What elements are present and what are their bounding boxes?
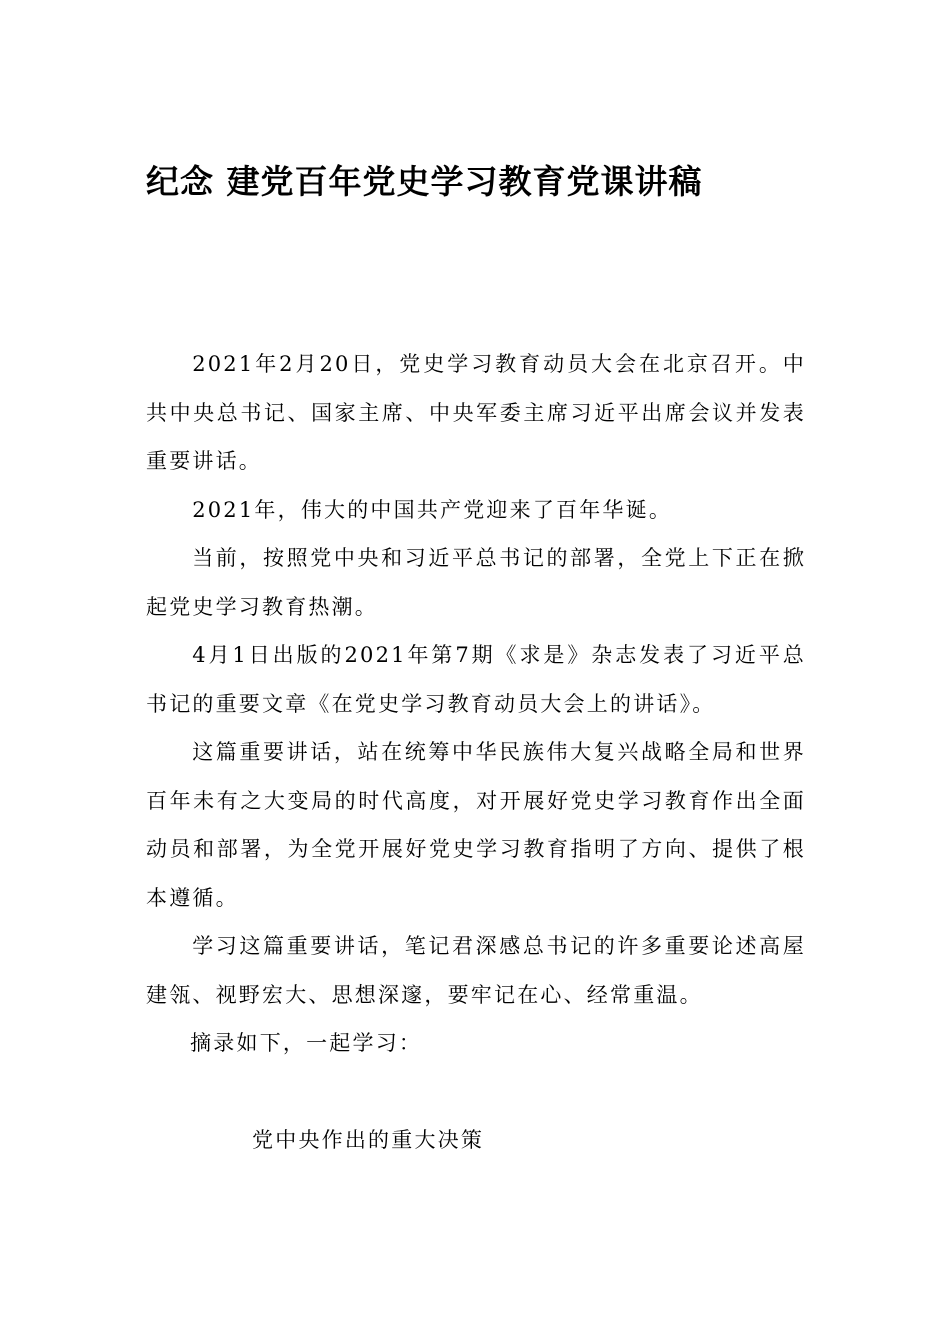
paragraph-speech: 这篇重要讲话，站在统筹中华民族伟大复兴战略全局和世界百年未有之大变局的时代高度，对开展好党史学习教育作出全面动员和部署，为全党开展好党史学习教育指明了方向、提供了根本遵循。 xyxy=(146,740,806,910)
document-body xyxy=(146,340,806,1164)
paragraph-meeting: 2021年2月20日，党史学习教育动员大会在北京召开。中共中央总书记、国家主席、中央军委主席习近平出席会议并发表重要讲话。 xyxy=(146,352,806,473)
paragraph-study: 学习这篇重要讲话，笔记君深感总书记的许多重要论述高屋建瓴、视野宏大、思想深邃，要牢记在心、经常重温。 xyxy=(146,934,806,1007)
paragraph-qiushi: 4月1日出版的2021年第7期《求是》杂志发表了习近平总书记的重要文章《在党史学习教育动员大会上的讲话》。 xyxy=(146,643,806,716)
document-title: 纪念 建党百年党史学习教育党课讲稿 xyxy=(146,162,703,201)
paragraph-current: 当前，按照党中央和习近平总书记的部署，全党上下正在掀起党史学习教育热潮。 xyxy=(146,546,806,619)
section-subheading: 党中央作出的重大决策 xyxy=(252,1127,485,1152)
paragraph-excerpt: 摘录如下，一起学习： xyxy=(190,1031,423,1055)
paragraph-centenary: 2021年，伟大的中国共产党迎来了百年华诞。 xyxy=(192,497,673,522)
